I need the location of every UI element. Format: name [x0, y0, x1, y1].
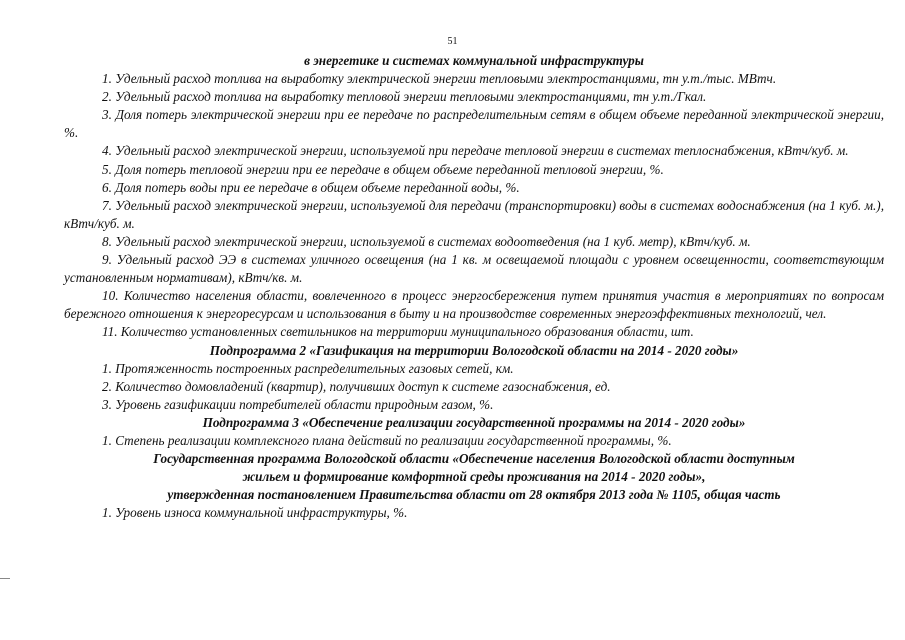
list-item: 3. Доля потерь электрической энергии при ее передаче по распределительным сетям в общем объеме переданной электрической энергии, %. — [64, 107, 884, 141]
list-item: 2. Удельный расход топлива на выработку тепловой энергии тепловыми электростанциями, тн у.т./Гкал. — [102, 89, 707, 105]
page-edge-mark — [0, 578, 10, 579]
state-program-heading-line-3: утвержденная постановлением Правительства области от 28 октября 2013 года № 1105, общая часть — [167, 487, 781, 503]
document-body — [64, 52, 884, 522]
list-item: 1. Удельный расход топлива на выработку электрической энергии тепловыми электростанциями, тн у.т./тыс. МВтч. — [102, 71, 777, 87]
page-number: 51 — [447, 36, 458, 47]
list-item: 10. Количество населения области, вовлеченного в процесс энергосбережения путем принятия участия в мероприятиях по вопросам бережного отношения к энергоресурсам и использования в быту и на производстве современных энергоэффективных технологий, чел. — [64, 288, 884, 322]
list-item: 11. Количество установленных светильников на территории муниципального образования области, шт. — [102, 324, 694, 340]
list-item: 3. Уровень газификации потребителей области природным газом, %. — [102, 396, 494, 412]
list-item: 9. Удельный расход ЭЭ в системах уличного освещения (на 1 кв. м освещаемой площади с уровнем освещенности, соответствующим установленным нормативам), кВтч/кв. м. — [64, 252, 884, 286]
list-item: 4. Удельный расход электрической энергии, используемой при передаче тепловой энергии в системах теплоснабжения, кВтч/куб. м. — [102, 143, 849, 159]
subprogram-3-heading: Подпрограмма 3 «Обеспечение реализации государственной программы на 2014 - 2020 годы» — [202, 414, 746, 430]
state-program-heading-line-1: Государственная программа Вологодской области «Обеспечение населения Вологодской области доступным — [153, 451, 795, 467]
list-item: 2. Количество домовладений (квартир), получивших доступ к системе газоснабжения, ед. — [102, 378, 611, 394]
list-item: 7. Удельный расход электрической энергии, используемой для передачи (транспортировки) воды в системах водоснабжения (на 1 куб. м.), кВтч/куб. м. — [64, 197, 884, 231]
list-item: 1. Протяженность построенных распределительных газовых сетей, км. — [102, 360, 514, 376]
list-item: 8. Удельный расход электрической энергии, используемой в системах водоотведения (на 1 куб. метр), кВтч/куб. м. — [102, 233, 751, 249]
state-program-heading-line-2: жильем и формирование комфортной среды проживания на 2014 - 2020 годы», — [242, 469, 706, 485]
section-heading: в энергетике и системах коммунальной инфраструктуры — [304, 53, 644, 68]
list-item: 6. Доля потерь воды при ее передаче в общем объеме переданной воды, %. — [102, 179, 520, 195]
list-item: 1. Степень реализации комплексного плана действий по реализации государственной программы, %. — [102, 432, 672, 448]
subprogram-2-heading: Подпрограмма 2 «Газификация на территории Вологодской области на 2014 - 2020 годы» — [209, 342, 739, 358]
list-item: 5. Доля потерь тепловой энергии при ее передаче в общем объеме переданной тепловой энергии, %. — [102, 161, 664, 177]
list-item: 1. Уровень износа коммунальной инфраструктуры, %. — [102, 505, 408, 521]
